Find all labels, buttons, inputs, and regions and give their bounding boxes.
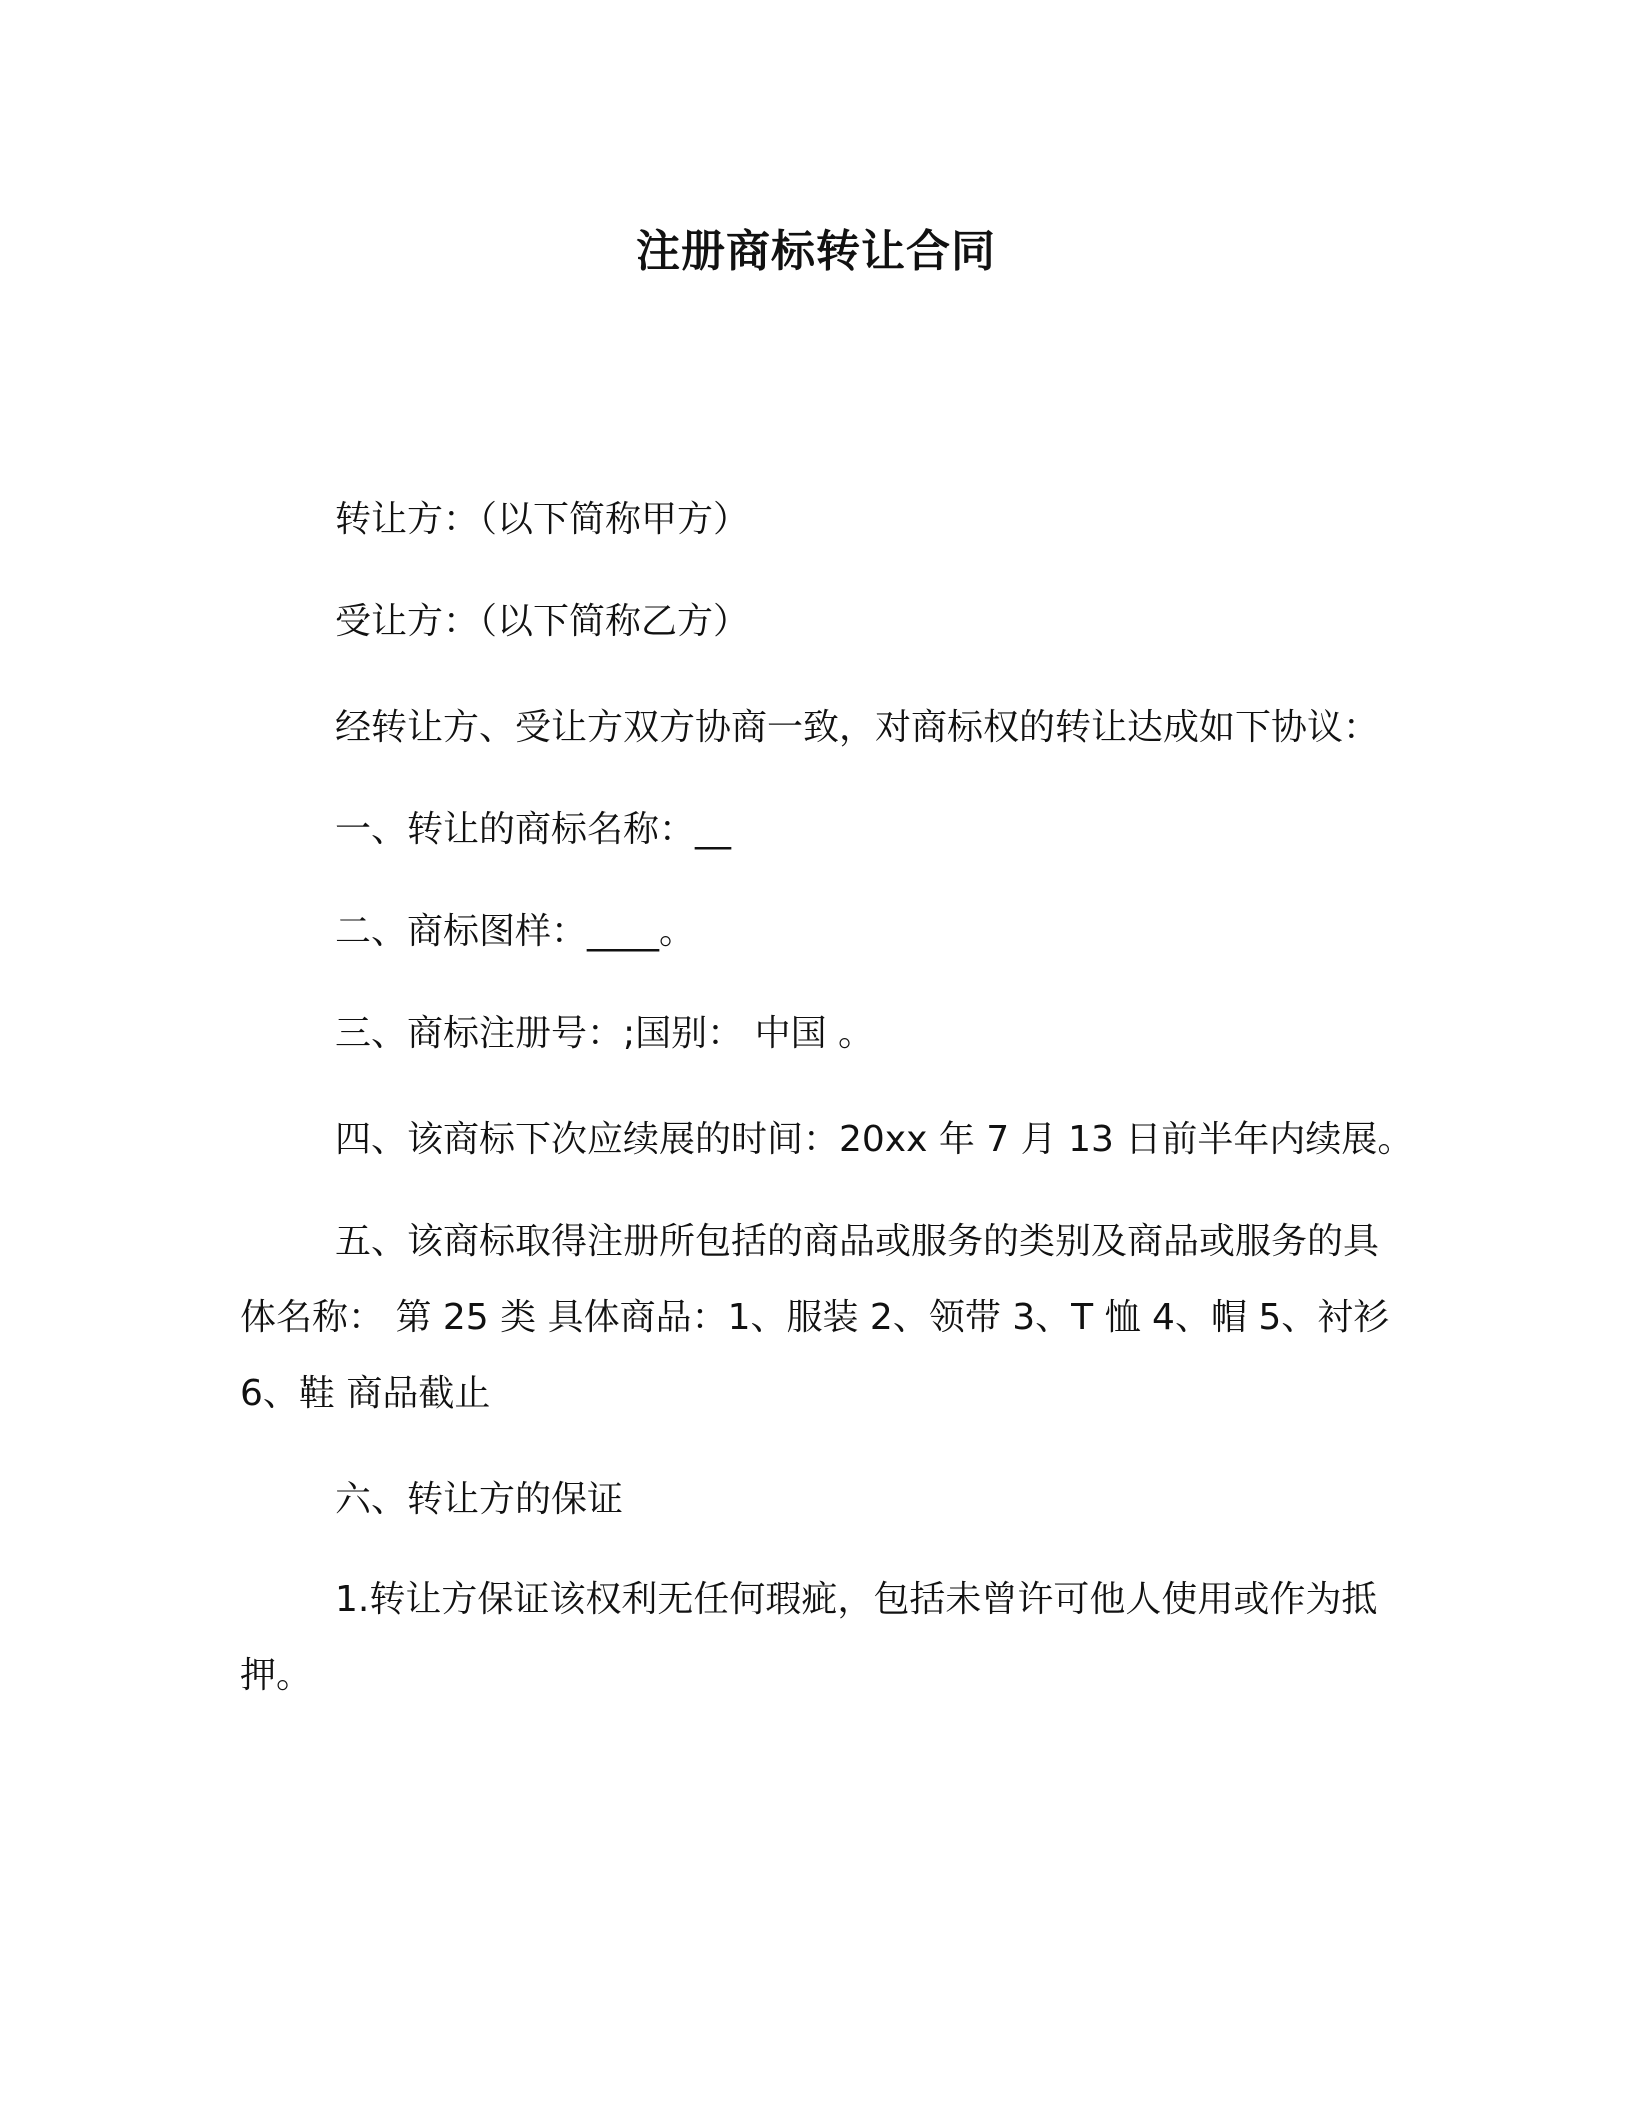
clause-3: 三、商标注册号：;国别： 中国 。	[335, 1013, 875, 1054]
intro-paragraph: 经转让方、受让方双方协商一致，对商标权的转让达成如下协议：	[335, 707, 1380, 748]
clause-4: 四、该商标下次应续展的时间：20xx 年 7 月 13 日前半年内续展。	[335, 1119, 1414, 1160]
clause-5: 五、该商标取得注册所包括的商品或服务的类别及商品或服务的具体名称： 第 25 类 具体商品：1、服装 2、领带 3、T 恤 4、帽 5、衬衫 6、鞋 商品截止	[240, 1221, 1390, 1414]
transferor-line: 转让方：（以下简称甲方）	[335, 499, 750, 540]
clause-2: 二、商标图样：____。	[335, 911, 696, 952]
transferee-line: 受让方：（以下简称乙方）	[335, 601, 750, 642]
clause-6-heading: 六、转让方的保证	[335, 1479, 624, 1520]
clause-1: 一、转让的商标名称：__	[335, 809, 732, 850]
clause-6-1: 1.转让方保证该权利无任何瑕疵，包括未曾许可他人使用或作为抵押。	[240, 1579, 1378, 1696]
contract-title: 注册商标转让合同	[636, 226, 996, 277]
